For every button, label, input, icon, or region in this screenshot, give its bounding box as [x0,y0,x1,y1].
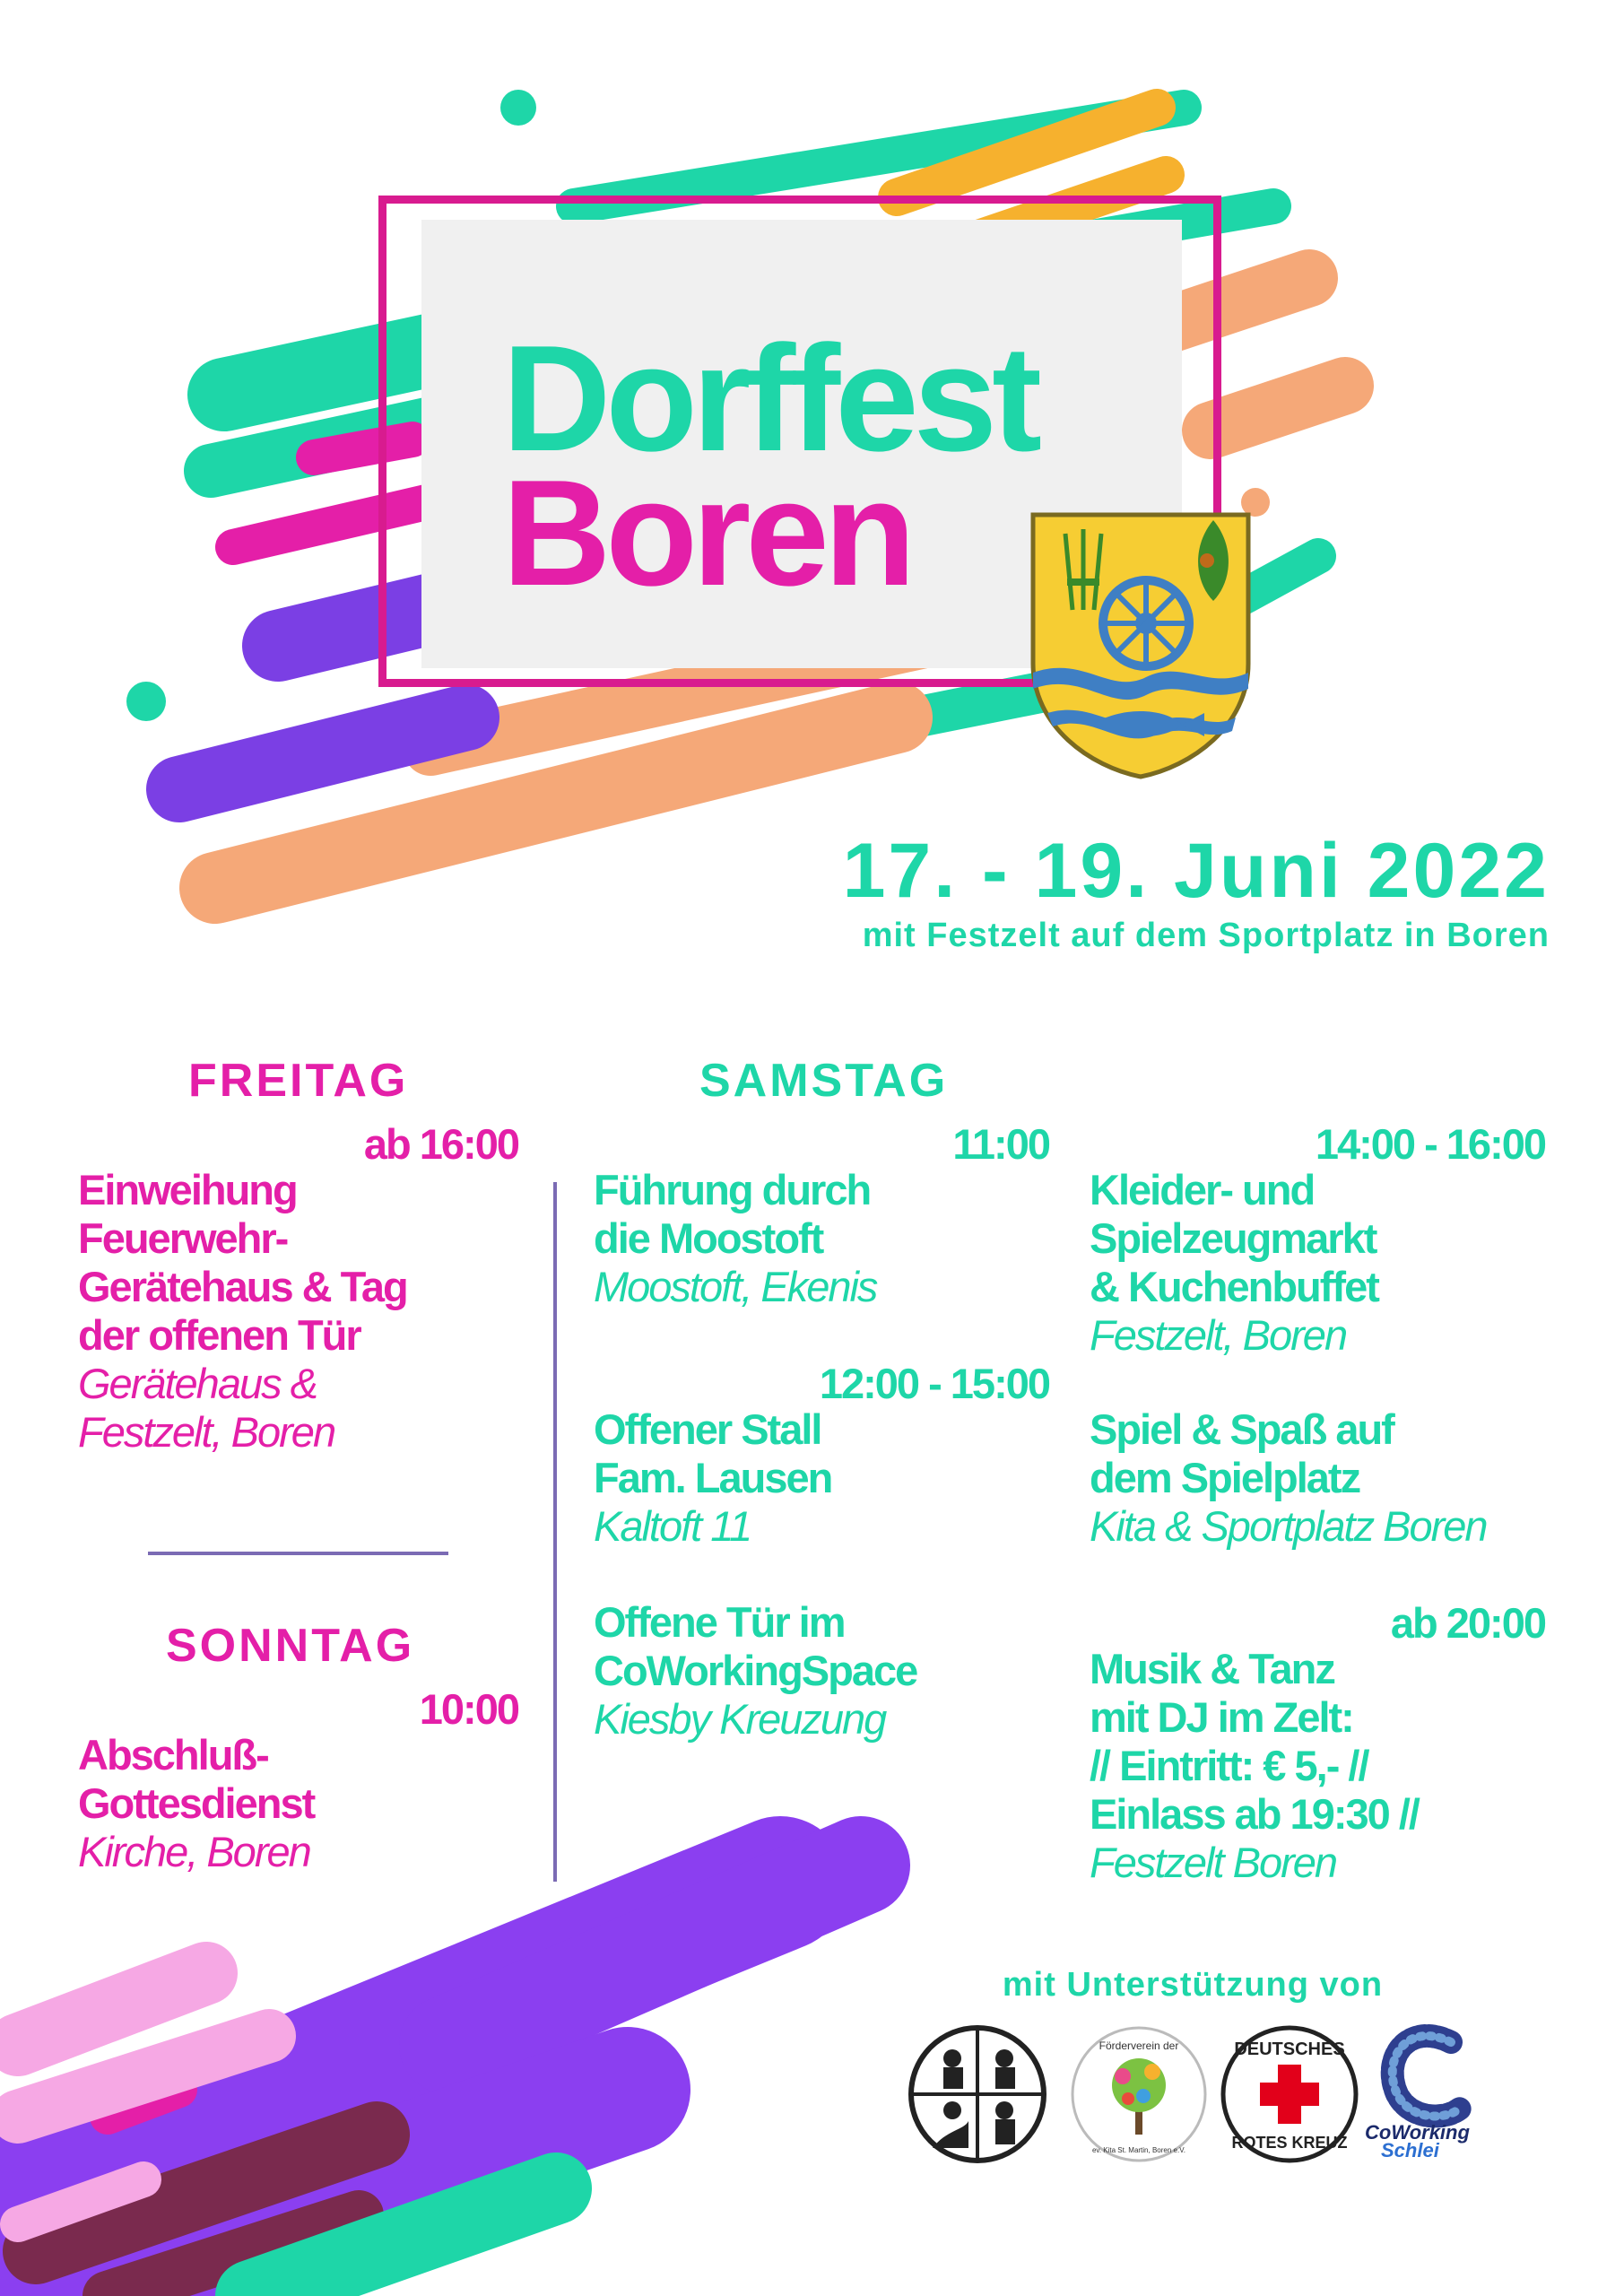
saturday-event-2-time: 12:00 - 15:00 [819,1360,1049,1407]
divider-horizontal [148,1552,448,1555]
day-saturday: SAMSTAG [699,1055,949,1107]
support-label: mit Unterstützung von [1002,1966,1384,2004]
saturday-event-6-title: Musik & Tanz mit DJ im Zelt: // Eintritt: € 5,- // Einlass ab 19:30 // [1090,1645,1419,1838]
coworking-text: CoWorking [1365,2121,1470,2144]
sunday-event-place: Kirche, Boren [78,1828,310,1875]
saturday-event-5-title: Spiel & Spaß auf dem Spielplatz [1090,1405,1394,1501]
boren-coat-of-arms-icon [1029,511,1252,780]
saturday-event-3-title: Offene Tür im CoWorkingSpace [594,1598,917,1694]
drk-top-text: DEUTSCHES [1234,2039,1345,2059]
title-boren: Boren [502,448,911,617]
saturday-event-4-title: Kleider- und Spielzeugmarkt & Kuchenbuffet [1090,1166,1378,1310]
day-sunday: SONNTAG [166,1620,415,1672]
saturday-event-5-place: Kita & Sportplatz Boren [1090,1502,1487,1550]
drk-bottom-text: ROTES KREUZ [1231,2134,1348,2152]
saturday-event-1-place: Moostoft, Ekenis [594,1263,877,1310]
sunday-time: 10:00 [419,1685,518,1733]
coworking-logo-icon [1363,2022,1498,2166]
divider-vertical [553,1182,557,1882]
saturday-event-6-place: Festzelt Boren [1090,1839,1337,1886]
saturday-event-4-place: Festzelt, Boren [1090,1311,1347,1359]
foerderverein-logo-icon [1067,2022,1211,2166]
saturday-event-1-title: Führung durch die Moostoft [594,1166,871,1262]
red-cross-logo-icon [1218,2022,1361,2166]
sunday-event-title: Abschluß- Gottesdienst [78,1731,315,1827]
saturday-event-2-place: Kaltoft 11 [594,1502,751,1550]
foerderverein-bottom-text: ev. Kita St. Martin, Boren e.V. [1091,2146,1186,2154]
foerderverein-top-text: Förderverein der [1099,2039,1179,2052]
fire-brigade-logo-icon [906,2022,1049,2166]
saturday-event-3-place: Kiesby Kreuzung [594,1695,886,1743]
day-friday: FREITAG [188,1055,409,1107]
saturday-event-6-time: ab 20:00 [1390,1599,1545,1647]
event-location-subtitle: mit Festzelt auf dem Sportplatz in Boren [862,917,1550,954]
friday-event-place: Gerätehaus & Festzelt, Boren [78,1360,335,1456]
saturday-event-1-time: 11:00 [952,1120,1049,1168]
saturday-event-2-title: Offener Stall Fam. Lausen [594,1405,832,1501]
event-date: 17. - 19. Juni 2022 [842,828,1550,914]
schlei-text: Schlei [1381,2139,1439,2161]
friday-time: ab 16:00 [363,1120,518,1168]
saturday-event-4-time: 14:00 - 16:00 [1315,1120,1545,1168]
friday-event-title: Einweihung Feuerwehr- Gerätehaus & Tag der offenen Tür [78,1166,407,1359]
title-dorffest: Dorffest [502,314,1038,483]
